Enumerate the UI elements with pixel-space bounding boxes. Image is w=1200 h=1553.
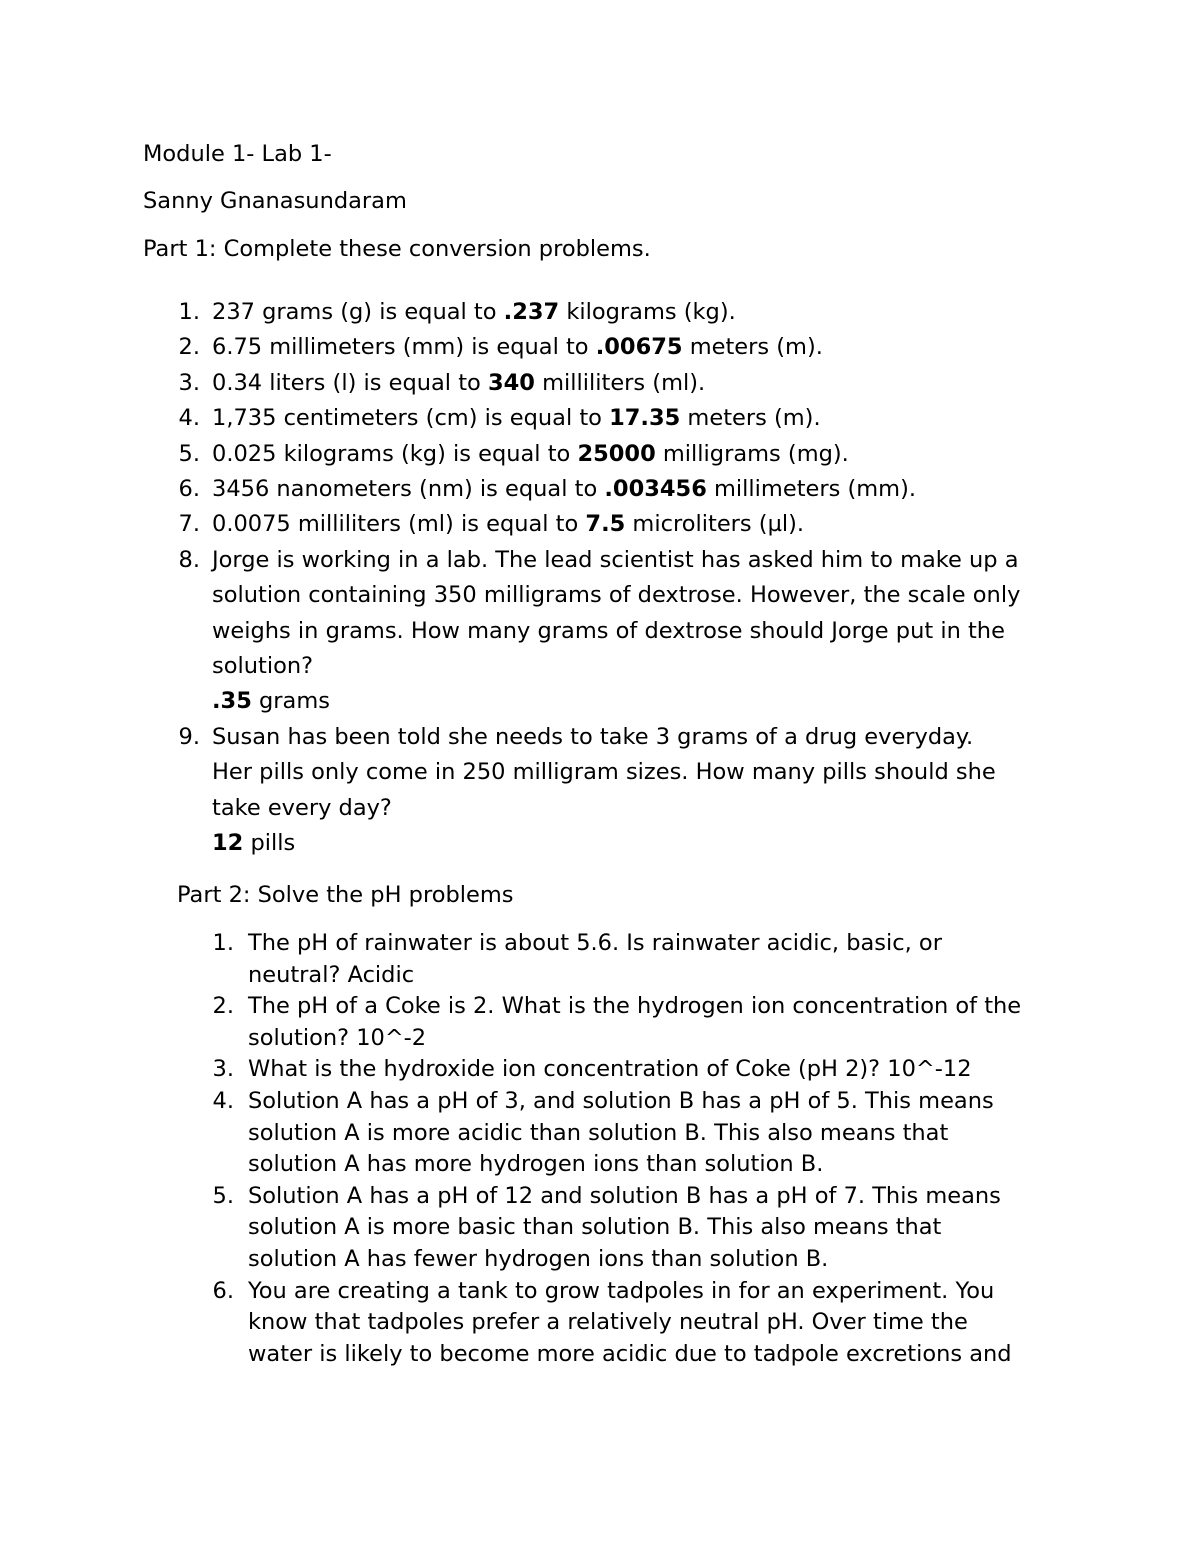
answer: 17.35 <box>609 405 681 432</box>
answer: 12 <box>212 830 244 857</box>
question-line: solution? <box>212 653 314 680</box>
answer: 7.5 <box>585 511 626 538</box>
document-title: Module 1- Lab 1- <box>143 141 332 167</box>
list-item: 3. 0.34 liters (l) is equal to 340 milliliters (ml). <box>178 369 706 396</box>
list-item: 4. Solution A has a pH of 3, and solution B has a pH of 5. This means solution A is more acidic than solution B. This also means that solution A has more hydrogen ions than solution B. <box>212 1087 994 1178</box>
part2-list <box>212 928 1022 1370</box>
list-item: 9. Susan has been told she needs to take 3 grams of a drug everyday. Her pills only come in 250 milligram sizes. How many pills should she take every day? 12 pills <box>212 720 1020 862</box>
answer: 25000 <box>577 440 656 467</box>
answer: 340 <box>487 369 535 396</box>
list-item: 7. 0.0075 milliliters (ml) is equal to 7.5 microliters (µl). <box>178 511 805 538</box>
list-item: 6. 3456 nanometers (nm) is equal to .003456 millimeters (mm). <box>178 476 917 503</box>
list-item: 5. 0.025 kilograms (kg) is equal to 25000 milligrams (mg). <box>178 440 849 467</box>
answer: .00675 <box>595 334 683 361</box>
question-line: solution containing 350 milligrams of dextrose. However, the scale only <box>212 582 1021 609</box>
list-item: 5. Solution A has a pH of 12 and solution B has a pH of 7. This means solution A is more basic than solution B. This also means that solution A has fewer hydrogen ions than solution B. <box>212 1182 1001 1272</box>
part1-list <box>178 295 1021 862</box>
list-item: 4. 1,735 centimeters (cm) is equal to 17.35 meters (m). <box>178 405 821 432</box>
answer-line: .35 grams <box>212 688 330 715</box>
list-item: 2. 6.75 millimeters (mm) is equal to .00675 meters (m). <box>178 334 823 361</box>
list-item: 3. What is the hydroxide ion concentration of Coke (pH 2)? 10^-12 <box>212 1056 972 1083</box>
list-item: 2. The pH of a Coke is 2. What is the hydrogen ion concentration of the solution? 10^-2 <box>212 993 1022 1051</box>
answer: .35 <box>212 688 252 715</box>
question-line: Her pills only come in 250 milligram sizes. How many pills should she <box>212 759 996 786</box>
answer: .237 <box>503 299 560 325</box>
list-item: 8. Jorge is working in a lab. The lead scientist has asked him to make up a solution containing 350 milligrams of dextrose. However, the scale only weighs in grams. How many grams of dextrose should Jorge put in the solution? .35 grams <box>212 543 1020 720</box>
part2-heading: Part 2: Solve the pH problems <box>177 882 514 908</box>
list-item: 1. The pH of rainwater is about 5.6. Is rainwater acidic, basic, or neutral? Acidic <box>212 930 942 988</box>
list-item: 1. 237 grams (g) is equal to .237 kilograms (kg). <box>178 299 736 325</box>
answer: .003456 <box>604 476 707 503</box>
author-name: Sanny Gnanasundaram <box>143 188 407 214</box>
question-line: take every day? <box>212 794 392 821</box>
part1-heading: Part 1: Complete these conversion problems. <box>143 236 651 262</box>
question-line: Jorge is working in a lab. The lead scientist has asked him to make up a <box>212 546 1019 573</box>
question-line: weighs in grams. How many grams of dextrose should Jorge put in the <box>212 617 1005 644</box>
question-line: Susan has been told she needs to take 3 grams of a drug everyday. <box>212 723 974 750</box>
answer-line: 12 pills <box>212 830 296 857</box>
list-item: 6. You are creating a tank to grow tadpoles in for an experiment. You know that tadpoles prefer a relatively neutral pH. Over time the water is likely to become more acidic due to tadpole excretions and <box>212 1277 1012 1367</box>
